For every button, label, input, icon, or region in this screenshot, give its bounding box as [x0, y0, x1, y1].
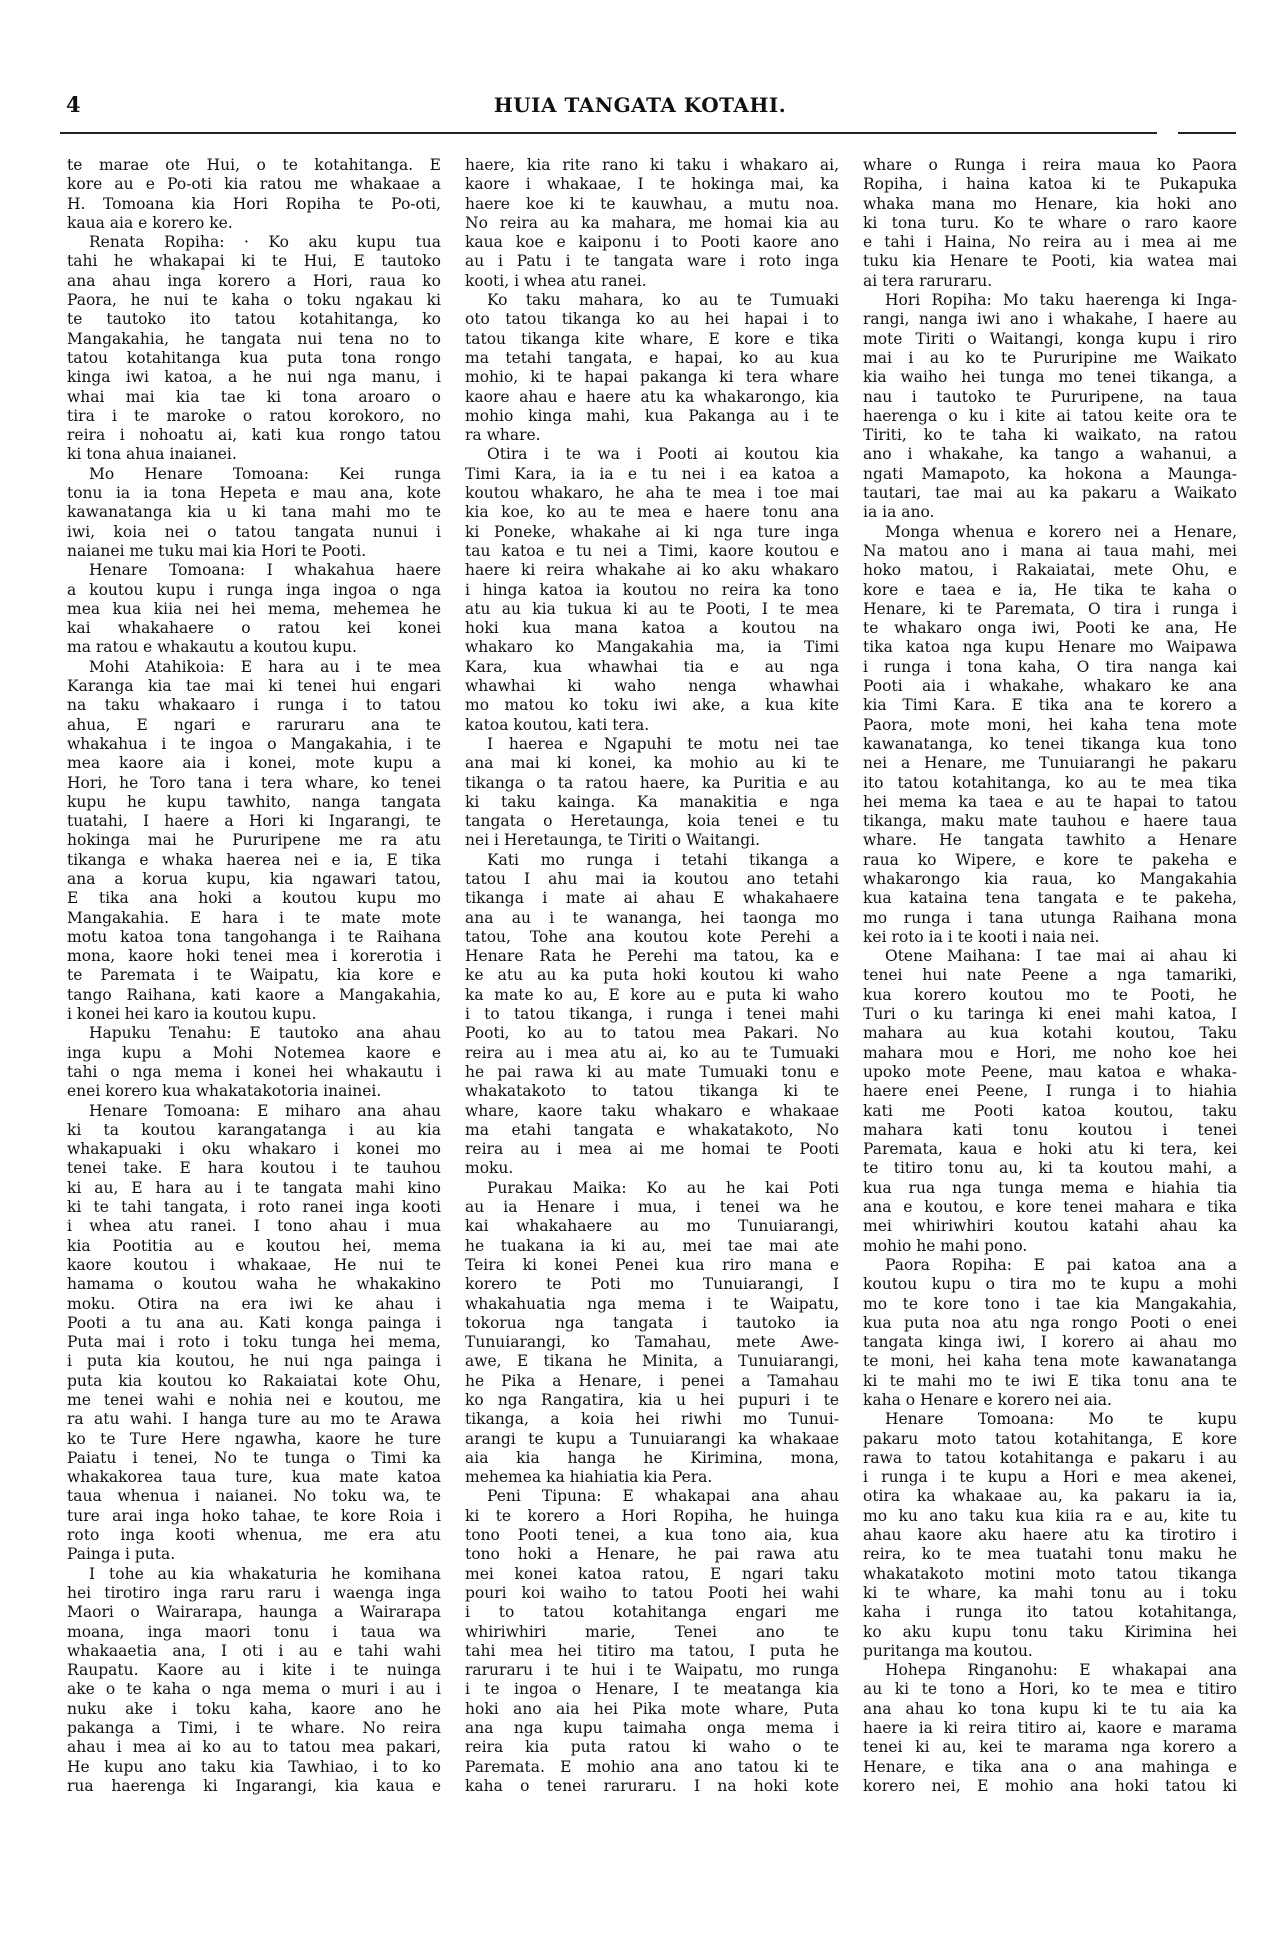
paragraph	[67, 1565, 441, 1797]
text-line: ko te Ture Here ngawha, kaore he ture	[67, 1429, 441, 1448]
text-line: arangi te kupu a Tunuiarangi ka whakaae	[465, 1429, 839, 1448]
text-line: whakatakoto motini moto tatou tikanga	[863, 1564, 1237, 1583]
text-line: ana nga kupu taimaha onga mema i	[465, 1719, 839, 1738]
text-line: Pooti, ko au to tatou mea Pakari. No	[465, 1024, 839, 1043]
text-line: ahau kaore aku haere atu ka tirotiro i	[863, 1526, 1237, 1545]
text-line: Hori Ropiha: Mo taku haerenga ki Inga-	[885, 291, 1237, 310]
text-line: tatou tikanga kite whare, E kore e tika	[465, 329, 839, 348]
text-line: Raupatu. Kaore au i kite i te nuinga	[67, 1661, 441, 1680]
text-line: Pooti aia i whakahe, whakaro ke ana	[863, 677, 1237, 696]
text-line: kaua koe e kaiponu i to Pooti kaore ano	[465, 233, 839, 252]
text-line: hoki kua mana katoa a koutou na	[465, 619, 839, 638]
text-line: te marae ote Hui, o te kotahitanga. E	[67, 156, 441, 174]
text-line: H. Tomoana kia Hori Ropiha te Po-oti,	[67, 194, 441, 213]
text-line: i whea atu ranei. I tono ahau i mua	[67, 1217, 441, 1236]
text-line: tikanga e whaka haerea nei e ia, E tika	[67, 850, 441, 869]
text-line: E tika ana hoki a koutou kupu mo	[67, 889, 441, 908]
text-line: haere, kia rite rano ki taku i whakaro ai,	[465, 156, 839, 174]
text-line: mea kua kiia nei hei mema, mehemea he	[67, 599, 441, 618]
newspaper-title: HUIA TANGATA KOTAHI.	[493, 93, 787, 117]
text-line: nuku ake i toku kaha, kaore ano he	[67, 1699, 441, 1718]
text-line: reira, ko te mea tuatahi tonu maku he	[863, 1545, 1237, 1564]
text-line: whakapuaki i oku whakaro i konei mo	[67, 1140, 441, 1159]
text-line: He kupu ano taku kia Tawhiao, i to ko	[67, 1757, 441, 1776]
text-line: ki tona turu. Ko te whare o raro kaore	[863, 213, 1237, 232]
text-line: he Pika a Henare, i penei a Tamahau	[465, 1371, 839, 1390]
text-line: Na matou ano i mana ai taua mahi, mei	[863, 541, 1237, 560]
text-line: Paiatu i tenei, No te tunga o Timi ka	[67, 1448, 441, 1467]
text-line: oto tatou tikanga ko au hei hapai i to	[465, 310, 839, 329]
text-line: a koutou kupu i runga inga ingoa o nga	[67, 580, 441, 599]
text-line: i runga i tona kaha, O tira nanga kai	[863, 657, 1237, 676]
text-line: ki taku kainga. Ka manakitia e nga	[465, 792, 839, 811]
text-line: Painga i puta.	[67, 1545, 176, 1564]
text-line: hei mema ka taea e au te hapai to tatou	[863, 792, 1237, 811]
text-line: atu au kia tukua ki au te Pooti, I te mea	[465, 599, 839, 618]
text-line: reira au i mea atu ai, ko au te Tumuaki	[465, 1043, 839, 1062]
text-line: ahua, E ngari e raruraru ana te	[67, 715, 441, 734]
text-line: mona, kaore hoki tenei mea i korerotia i	[67, 947, 441, 966]
text-line: te titiro tonu au, ki ta koutou mahi, a	[863, 1159, 1237, 1178]
text-line: i to tatou tikanga, i runga i tenei mahi	[465, 1005, 839, 1024]
text-line: kei roto ia i te kooti i naia nei.	[863, 927, 1100, 946]
paragraph	[465, 1487, 839, 1796]
text-line: kaore i whakaae, I te hokinga mai, ka	[465, 175, 839, 194]
text-line: kaua aia e korero ke.	[67, 213, 233, 232]
text-line: kia waiho hei tunga mo tenei tikanga, a	[863, 368, 1237, 387]
text-line: kore au e Po-oti kia ratou me whakaae a	[67, 175, 441, 194]
text-line: Henare, ki te Paremata, O tira i runga i	[863, 599, 1237, 618]
text-line: mohio kinga mahi, kua Pakanga au i te	[465, 406, 839, 425]
page-number: 4	[66, 92, 81, 117]
text-line: whakarongo kia raua, ko Mangakahia	[863, 869, 1237, 888]
text-line: raua ko Wipere, e kore te pakeha e	[863, 850, 1237, 869]
text-line: upoko mote Peene, mau katoa e whaka-	[863, 1062, 1237, 1081]
text-line: kua puta noa atu nga rongo Pooti o enei	[863, 1313, 1237, 1332]
text-line: tika katoa nga kupu Henare mo Waipawa	[863, 638, 1237, 657]
paragraph	[67, 465, 441, 561]
text-line: Henare Tomoana: I whakahua haere	[89, 561, 441, 580]
text-line: ana ahau ko tona kupu ki te tu aia ka	[863, 1699, 1237, 1718]
text-line: ana au i te wananga, hei taonga mo	[465, 908, 839, 927]
text-line: tuku kia Henare te Pooti, kia watea mai	[863, 252, 1237, 271]
text-line: taua whenua i naianei. No toku wa, te	[67, 1487, 441, 1506]
text-line: Henare Rata he Perehi ma tatou, ka e	[465, 947, 839, 966]
text-line: whare. He tangata tawhito a Henare	[863, 831, 1237, 850]
paragraph	[465, 445, 839, 734]
text-line: mo matou ko toku iwi ake, a kua kite	[465, 696, 839, 715]
text-line: i to tatou kotahitanga engari me	[465, 1603, 839, 1622]
text-line: ma ratou e whakautu a koutou kupu.	[67, 638, 357, 657]
text-line: tenei hui nate Peene a nga tamariki,	[863, 966, 1237, 985]
text-line: whakaro ko Mangakahia ma, ia Timi	[465, 638, 839, 657]
text-line: whakaaetia ana, I oti i au e tahi wahi	[67, 1641, 441, 1660]
text-line: ra whare.	[465, 426, 541, 445]
text-line: hokinga mai he Pururipene me ra atu	[67, 831, 441, 850]
paragraph	[67, 561, 441, 657]
text-line: tokorua nga tangata i tautoko ia	[465, 1313, 839, 1332]
text-line: mohio, ki te hapai pakanga ki tera whare	[465, 368, 839, 387]
text-line: mo te kore tono i tae kia Mangakahia,	[863, 1294, 1237, 1313]
paragraph	[67, 658, 441, 1025]
text-line: i konei hei karo ia koutou kupu.	[67, 1005, 317, 1024]
text-line: kai whakahaere o ratou kei konei	[67, 619, 441, 638]
text-line: Ko taku mahara, ko au te Tumuaki	[487, 291, 839, 310]
text-line: tikanga, a koia hei riwhi mo Tunui-	[465, 1410, 839, 1429]
text-line: ko nga Rangatira, kia u hei pupuri i te	[465, 1391, 839, 1409]
text-line: tatou kotahitanga kua puta tona rongo	[67, 348, 441, 367]
text-line: mahara kati tonu koutou i tenei	[863, 1120, 1237, 1139]
text-line: Renata Ropiha: · Ko aku kupu tua	[89, 233, 441, 252]
text-line: reira i nohoatu ai, kati kua rongo tatou	[67, 426, 441, 445]
text-line: Tunuiarangi, ko Tamahau, mete Awe-	[465, 1333, 839, 1352]
text-line: tono hoki a Henare, he pai rawa atu	[465, 1545, 839, 1564]
text-line: Maori o Wairarapa, haunga a Wairarapa	[67, 1603, 441, 1622]
text-line: whawhai ki waho nenga whawhai	[465, 677, 839, 696]
text-column-1	[67, 156, 441, 1796]
paragraph	[863, 156, 1237, 291]
text-line: rua haerenga ki Ingarangi, kia kaua e	[67, 1776, 441, 1795]
text-line: kia koe, ko au te mea e haere tonu ana	[465, 503, 839, 522]
text-line: whakahuatia nga mema i te Waipatu,	[465, 1294, 839, 1313]
text-line: ki te mahi mo te iwi E tika tonu ana te	[863, 1371, 1237, 1390]
text-line: he pai rawa ki au mate Tumuaki tonu e	[465, 1062, 839, 1081]
text-line: iwi, koia nei o tatou tangata nunui i	[67, 522, 441, 541]
text-line: i puta kia koutou, he nui nga painga i	[67, 1352, 441, 1371]
text-line: tautari, tae mai au ka pakaru a Waikato	[863, 484, 1237, 503]
paragraph	[863, 291, 1237, 523]
header-rule-short	[1178, 132, 1236, 134]
text-line: kooti, i whea atu ranei.	[465, 271, 647, 290]
text-line: he tuakana ia ki au, mei tae mai ate	[465, 1236, 839, 1255]
text-line: te tautoko ito tatou kotahitanga, ko	[67, 310, 441, 329]
text-line: moku.	[465, 1159, 514, 1178]
text-line: kaha i runga ito tatou kotahitanga,	[863, 1603, 1237, 1622]
text-line: rangi, nanga iwi ano i whakahe, I haere au	[863, 310, 1237, 329]
text-line: mahara mou e Hori, me noho koe hei	[863, 1043, 1237, 1062]
text-line: kawanatanga kia u ki tana mahi mo te	[67, 503, 441, 522]
text-line: kua kataina tena tangata e te pakeha,	[863, 889, 1237, 908]
text-line: tangata o Heretaunga, koia tenei e tu	[465, 812, 839, 831]
paragraph	[863, 1256, 1237, 1410]
text-line: kinga iwi katoa, a he nui nga manu, i	[67, 368, 441, 387]
text-line: tango Raihana, kati kaore a Mangakahia,	[67, 985, 441, 1004]
text-line: nei i Heretaunga, te Tiriti o Waitangi.	[465, 831, 761, 850]
text-line: Tiriti, ko te taha ki waikato, na ratou	[863, 426, 1237, 445]
text-line: tahi mea hei titiro ma tatou, I puta he	[465, 1641, 839, 1660]
paragraph	[67, 233, 441, 465]
text-line: kawanatanga, ko tenei tikanga kua tono	[863, 734, 1237, 753]
text-line: au ia Henare i mua, i tenei wa he	[465, 1198, 839, 1217]
paragraph	[465, 1179, 839, 1488]
text-line: mei konei katoa ratou, E ngari taku	[465, 1564, 839, 1583]
text-line: Paremata, kaua e hoki atu ki tera, kei	[863, 1140, 1237, 1159]
text-line: reira au i mea ai me homai te Pooti	[465, 1140, 839, 1159]
text-line: hamama o koutou waha he whakakino	[67, 1275, 441, 1294]
text-line: e tahi i Haina, No reira au i mea ai me	[863, 233, 1237, 252]
text-line: hei tirotiro inga raru raru i waenga inga	[67, 1583, 441, 1602]
text-line: ma etahi tangata e whakatakoto, No	[465, 1120, 839, 1139]
text-line: ki te korero a Hori Ropiha, he huinga	[465, 1506, 839, 1525]
text-line: kati me Pooti katoa koutou, taku	[863, 1101, 1237, 1120]
text-line: Hapuku Tenahu: E tautoko ana ahau	[89, 1024, 441, 1043]
text-line: ko aku kupu tonu taku Kirimina hei	[863, 1622, 1237, 1641]
text-line: mote Tiriti o Waitangi, konga kupu i riro	[863, 329, 1237, 348]
text-line: I tohe au kia whakaturia he komihana	[89, 1564, 441, 1583]
text-line: Kara, kua whawhai tia e au nga	[465, 657, 839, 676]
paragraph	[465, 851, 839, 1179]
text-column-2	[465, 156, 839, 1796]
text-line: kupu he kupu tawhito, nanga tangata	[67, 792, 441, 811]
text-line: Ropiha, i haina katoa ki te Pukapuka	[863, 175, 1237, 194]
text-line: whai mai kia tae ki tona aroaro o	[67, 387, 441, 406]
text-line: whare, kaore taku whakaro e whakaae	[465, 1101, 839, 1120]
text-line: mei whiriwhiri koutou katahi ahau ka	[863, 1217, 1237, 1236]
text-line: ki au, E hara au i te tangata mahi kino	[67, 1178, 441, 1197]
text-line: korero te Poti mo Tunuiarangi, I	[465, 1275, 839, 1294]
text-line: mea kaore aia i konei, mote kupu a	[67, 754, 441, 773]
text-line: Mangakahia, he tangata nui tena no to	[67, 329, 441, 348]
text-line: reira kia puta ratou ki waho o te	[465, 1738, 839, 1757]
paragraph	[465, 156, 839, 291]
header-rule	[60, 132, 1157, 134]
paragraph	[863, 523, 1237, 948]
text-line: kia Pootitia au e koutou hei, mema	[67, 1236, 441, 1255]
text-line: Otira i te wa i Pooti ai koutou kia	[487, 445, 839, 464]
text-line: Mangakahia. E hara i te mate mote	[67, 908, 441, 927]
text-line: haere ia ki reira titiro ai, kaore e marama	[863, 1719, 1237, 1738]
text-column-3	[863, 156, 1237, 1796]
text-line: ana ahau inga korero a Hori, raua ko	[67, 271, 441, 290]
text-line: Otene Maihana: I tae mai ai ahau ki	[885, 947, 1237, 966]
text-line: Paora Ropiha: E pai katoa ana a	[885, 1255, 1237, 1274]
text-line: ra atu wahi. I hanga ture au mo te Arawa	[67, 1410, 441, 1429]
text-line: katoa koutou, kati tera.	[465, 715, 650, 734]
text-line: ma tetahi tangata, e hapai, ko au kua	[465, 348, 839, 367]
text-line: kore e taea e ia, He tika te kaha o	[863, 580, 1237, 599]
text-line: Pooti a tu ana au. Kati konga painga i	[67, 1313, 441, 1332]
text-line: kaore ahau e haere atu ka whakarongo, kia	[465, 387, 839, 406]
text-line: tatou I ahu mai ia koutou ano tetahi	[465, 869, 839, 888]
text-line: ana mai ki konei, ka mohio au ki te	[465, 754, 839, 773]
text-line: moana, inga maori tonu i taua wa	[67, 1622, 441, 1641]
text-line: ngati Mamapoto, ka hokona a Maunga-	[863, 464, 1237, 483]
text-line: kaha o tenei raruraru. I na hoki kote	[465, 1776, 839, 1795]
text-line: me tenei wahi e nohia nei e koutou, me	[67, 1391, 441, 1409]
text-line: tahi he whakapai ki te Hui, E tautoko	[67, 252, 441, 271]
text-line: No reira au ka mahara, me homai kia au	[465, 213, 839, 232]
text-line: mahara au kua kotahi koutou, Taku	[863, 1024, 1237, 1043]
text-line: ana a korua kupu, kia ngawari tatou,	[67, 869, 441, 888]
text-line: puritanga ma koutou.	[863, 1641, 1033, 1660]
text-line: roto inga kooti whenua, me era atu	[67, 1526, 441, 1545]
text-line: Mo Henare Tomoana: Kei runga	[89, 464, 441, 483]
paragraph	[67, 156, 441, 233]
text-line: au ki te tono a Hori, ko te mea e titiro	[863, 1680, 1237, 1699]
text-line: kaha o Henare e korero nei aia.	[863, 1391, 1112, 1409]
text-line: ahau i mea ai ko au to tatou mea pakari,	[67, 1738, 441, 1757]
paragraph	[465, 735, 839, 851]
text-line: ai tera raruraru.	[863, 271, 993, 290]
text-line: enei korero kua whakatakotoria inainei.	[67, 1082, 382, 1101]
text-line: otira ka whakaae au, ka pakaru ia ia,	[863, 1487, 1237, 1506]
text-line: ki ta koutou karangatanga i au kia	[67, 1120, 441, 1139]
paragraph	[863, 1410, 1237, 1661]
text-line: Kati mo runga i tetahi tikanga a	[487, 850, 839, 869]
text-line: Paora, he nui te kaha o toku ngakau ki	[67, 291, 441, 310]
text-line: te whakaro onga iwi, Pooti ke ana, He	[863, 619, 1237, 638]
text-line: te Paremata i te Waipatu, kia kore e	[67, 966, 441, 985]
text-line: Timi Kara, ia ia e tu nei i ea katoa a	[465, 464, 839, 483]
text-line: kua rua nga tunga mema e hiahia tia	[863, 1178, 1237, 1197]
text-line: Karanga kia tae mai ki tenei hui engari	[67, 677, 441, 696]
paragraph	[465, 291, 839, 445]
text-line: tikanga i mate ai ahau E whakahaere	[465, 889, 839, 908]
text-line: tira i te maroke o ratou korokoro, no	[67, 406, 441, 425]
text-line: Paremata. E mohio ana ano tatou ki te	[465, 1757, 839, 1776]
text-line: tikanga, maku mate tauhou e haere taua	[863, 812, 1237, 831]
text-line: na taku whakaaro i runga i to tatou	[67, 696, 441, 715]
text-line: tikanga o ta ratou haere, ka Puritia e au	[465, 773, 839, 792]
text-line: haerenga o ku i kite ai tatou keite ora te	[863, 406, 1237, 425]
text-line: tono Pooti tenei, a kua tono aia, kua	[465, 1526, 839, 1545]
text-line: Purakau Maika: Ko au he kai Poti	[487, 1178, 839, 1197]
text-line: ke atu au ka puta hoki koutou ki waho	[465, 966, 839, 985]
text-line: ki Poneke, whakahe ai ki nga ture inga	[465, 522, 839, 541]
text-line: Henare, e tika ana o ana mahinga e	[863, 1757, 1237, 1776]
text-line: Henare Tomoana: Mo te kupu	[885, 1410, 1237, 1429]
text-line: nei a Henare, me Tunuiarangi he pakaru	[863, 754, 1237, 773]
text-line: ito tatou kotahitanga, ko au te mea tika	[863, 773, 1237, 792]
text-line: ano i whakahe, ka tango a wahanui, a	[863, 445, 1237, 464]
text-line: mehemea ka hiahiatia kia Pera.	[465, 1468, 713, 1487]
text-line: Peni Tipuna: E whakapai ana ahau	[487, 1487, 839, 1506]
text-line: tahi o nga mema i konei hei whakautu i	[67, 1062, 441, 1081]
text-line: tangata kinga iwi, I korero ai ahau mo	[863, 1333, 1237, 1352]
text-line: tonu ia ia tona Hepeta e mau ana, kote	[67, 484, 441, 503]
text-line: awe, E tikana he Minita, a Tunuiarangi,	[465, 1352, 839, 1371]
text-line: ake o te kaha o nga mema o muri i au i	[67, 1680, 441, 1699]
text-line: I haerea e Ngapuhi te motu nei tae	[487, 734, 839, 753]
text-line: raruraru i te hui i te Waipatu, mo runga	[465, 1661, 839, 1680]
text-line: motu katoa tona tangohanga i te Raihana	[67, 927, 441, 946]
text-line: tenei take. E hara koutou i te tauhou	[67, 1159, 441, 1178]
text-line: i hinga katoa ia koutou no reira ka tono	[465, 580, 839, 599]
text-line: whakahua i te ingoa o Mangakahia, i te	[67, 734, 441, 753]
text-line: haere ki reira whakahe ai ko aku whakaro	[465, 561, 839, 580]
text-line: Mohi Atahikoia: E hara au i te mea	[89, 657, 441, 676]
text-line: koutou whakaro, he aha te mea i toe mai	[465, 484, 839, 503]
text-line: naianei me tuku mai kia Hori te Pooti.	[67, 541, 367, 560]
text-line: aia kia hanga he Kirimina, mona,	[465, 1448, 839, 1467]
text-line: Teira ki konei Penei kua riro mana e	[465, 1255, 839, 1274]
text-line: ki te tahi tangata, i roto ranei inga kooti	[67, 1198, 441, 1217]
text-line: pakaru moto tatou kotahitanga, E kore	[863, 1429, 1237, 1448]
text-line: ki tona ahua inaianei.	[67, 445, 237, 464]
text-line: puta kia koutou ko Rakaiatai kote Ohu,	[67, 1371, 441, 1390]
text-line: hoki ano aia hei Pika mote whare, Puta	[465, 1699, 839, 1718]
text-line: pakanga a Timi, i te whare. No reira	[67, 1719, 441, 1738]
paragraph	[67, 1024, 441, 1101]
text-line: tau katoa e tu nei a Timi, kaore koutou e	[465, 541, 839, 560]
text-line: ka mate ko au, E kore au e puta ki waho	[465, 985, 839, 1004]
text-line: mo runga i tana utunga Raihana mona	[863, 908, 1237, 927]
text-line: haere koe ki te kauwhau, a mutu noa.	[465, 194, 839, 213]
text-line: ture arai inga hoko tahae, te kore Roia i	[67, 1506, 441, 1525]
text-line: te moni, hei kaha tena mote kawanatanga	[863, 1352, 1237, 1371]
text-line: kaore koutou i whakaae, He nui te	[67, 1255, 441, 1274]
text-line: Puta mai i roto i toku tunga hei mema,	[67, 1333, 441, 1352]
text-line: Henare Tomoana: E miharo ana ahau	[89, 1101, 441, 1120]
text-line: tatou, Tohe ana koutou kote Perehi a	[465, 927, 839, 946]
text-line: pouri koi waiho to tatou Pooti hei wahi	[465, 1583, 839, 1602]
text-line: inga kupu a Mohi Notemea kaore e	[67, 1043, 441, 1062]
text-line: korero nei, E mohio ana hoki tatou ki	[863, 1776, 1237, 1795]
text-line: whare o Runga i reira maua ko Paora	[863, 156, 1237, 174]
text-line: Hori, he Toro tana i tera whare, ko tenei	[67, 773, 441, 792]
text-line: kua korero koutou mo te Pooti, he	[863, 985, 1237, 1004]
text-line: whaka mana mo Henare, kia hoki ano	[863, 194, 1237, 213]
text-line: tenei ki au, kei te marama nga korero a	[863, 1738, 1237, 1757]
text-line: Turi o ku taringa ki enei mahi katoa, I	[863, 1005, 1237, 1024]
text-line: Paora, mote moni, hei kaha tena mote	[863, 715, 1237, 734]
text-line: i te ingoa o Henare, I te meatanga kia	[465, 1680, 839, 1699]
text-line: ana e koutou, e kore tenei mahara e tika	[863, 1198, 1237, 1217]
text-line: whakakorea taua ture, kua mate katoa	[67, 1468, 441, 1487]
text-line: ia ia ano.	[863, 503, 935, 522]
text-line: i runga i te kupu a Hori e mea akenei,	[863, 1468, 1237, 1487]
text-line: mai i au ko te Pururipine me Waikato	[863, 348, 1237, 367]
text-line: Monga whenua e korero nei a Henare,	[885, 522, 1237, 541]
text-line: haere enei Peene, I runga i to hiahia	[863, 1082, 1237, 1101]
text-line: hoko matou, i Rakaiatai, mete Ohu, e	[863, 561, 1237, 580]
text-line: au i Patu i te tangata ware i roto inga	[465, 252, 839, 271]
text-line: rawa to tatou kotahitanga e pakaru i au	[863, 1448, 1237, 1467]
text-line: koutou kupu o tira mo te kupu a mohi	[863, 1275, 1237, 1294]
text-line: mohio he mahi pono.	[863, 1236, 1028, 1255]
text-line: whakatakoto to tatou tikanga ki te	[465, 1082, 839, 1101]
paragraph	[863, 1661, 1237, 1796]
paragraph	[67, 1102, 441, 1565]
text-line: ki te whare, ka mahi tonu au i toku	[863, 1583, 1237, 1602]
text-line: nau i tautoko te Pururipene, na taua	[863, 387, 1237, 406]
text-line: tuatahi, I haere a Hori ki Ingarangi, te	[67, 812, 441, 831]
text-line: moku. Otira na era iwi ke ahau i	[67, 1294, 441, 1313]
text-line: kai whakahaere au mo Tunuiarangi,	[465, 1217, 839, 1236]
text-line: kia Timi Kara. E tika ana te korero a	[863, 696, 1237, 715]
text-line: mo ku ano taku kua kiia ra e au, kite tu	[863, 1506, 1237, 1525]
paragraph	[863, 947, 1237, 1256]
text-line: whiriwhiri marie, Tenei ano te	[465, 1622, 839, 1641]
text-line: Hohepa Ringanohu: E whakapai ana	[885, 1661, 1237, 1680]
